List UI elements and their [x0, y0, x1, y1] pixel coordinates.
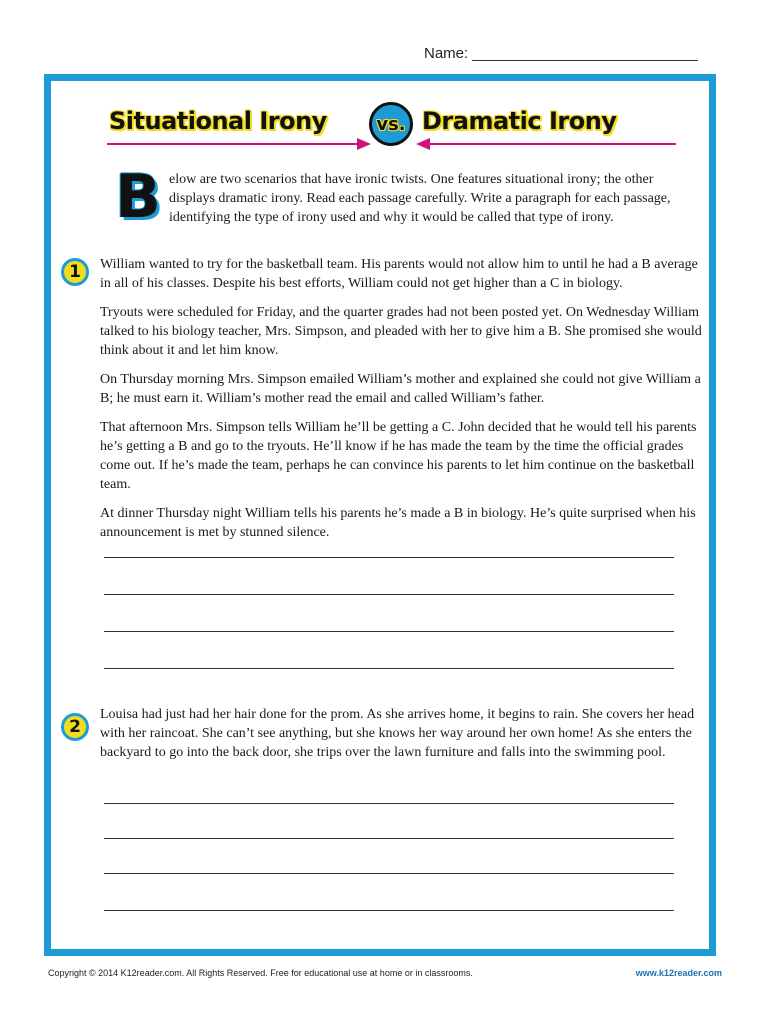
- passage-paragraph: William wanted to try for the basketball team. His parents would not allow him to until he had a B average in all of his classes. Despite his best efforts, William could not get higher than a C in biology.: [100, 257, 698, 291]
- worksheet-frame: [44, 74, 716, 956]
- answer-line[interactable]: [104, 631, 674, 632]
- passage-2: [100, 705, 703, 772]
- website-link[interactable]: www.k12reader.com: [635, 968, 722, 978]
- answer-line[interactable]: [104, 803, 674, 804]
- copyright-notice: Copyright © 2014 K12reader.com. All Rights Reserved. Free for educational use at home or in classrooms.: [48, 968, 473, 978]
- drop-cap-letter: B: [115, 162, 161, 232]
- answer-line[interactable]: [104, 838, 674, 839]
- vs-badge: [369, 102, 413, 146]
- question-number-2: 2: [61, 713, 89, 741]
- passage-paragraph: Tryouts were scheduled for Friday, and the quarter grades had not been posted yet. On Wednesday William talked to his biology teacher, Mrs. Simpson, and pleaded with her to give him a B. She promised she would think about it and let him know.: [100, 305, 702, 358]
- answer-line[interactable]: [104, 557, 674, 558]
- title-dramatic-irony: Dramatic Irony: [422, 107, 617, 135]
- name-field-label[interactable]: Name: ___________________________: [424, 45, 698, 62]
- title-situational-irony: Situational Irony: [109, 107, 327, 135]
- answer-line[interactable]: [104, 594, 674, 595]
- passage-paragraph: Louisa had just had her hair done for the prom. As she arrives home, it begins to rain. She covers her head with her raincoat. She can’t see anything, but she knows her way around her own home! As she enters the backyard to go into the back door, she trips over the lawn furniture and falls into the swimming pool.: [100, 707, 695, 760]
- passage-paragraph: At dinner Thursday night William tells his parents he’s made a B in biology. He’s quite surprised when his announcement is met by stunned silence.: [100, 506, 696, 540]
- passage-1: [100, 255, 703, 552]
- left-arrow-icon: [416, 137, 676, 151]
- instructions-text: elow are two scenarios that have ironic twists. One features situational irony; the other displays dramatic irony. Read each passage carefully. Write a paragraph for each passage, identifying the type of irony used and why it would be called that type of irony.: [169, 172, 671, 225]
- answer-line[interactable]: [104, 910, 674, 911]
- right-arrow-icon: [107, 137, 371, 151]
- passage-paragraph: That afternoon Mrs. Simpson tells William he’ll be getting a C. John decided that he would tell his parents he’s getting a B and go to the tryouts. He’ll know if he has made the team by the time the official grades come out. If he’s made the team, perhaps he can convince his parents to let him continue on the basketball team.: [100, 420, 697, 492]
- question-number-1: 1: [61, 258, 89, 286]
- answer-line[interactable]: [104, 873, 674, 874]
- worksheet-title: [51, 101, 709, 157]
- passage-paragraph: On Thursday morning Mrs. Simpson emailed William’s mother and explained she could not give William a B; he must earn it. William’s mother read the email and called William’s father.: [100, 372, 701, 406]
- instructions: [115, 162, 699, 232]
- answer-line[interactable]: [104, 668, 674, 669]
- vs-label: vs.: [376, 113, 406, 135]
